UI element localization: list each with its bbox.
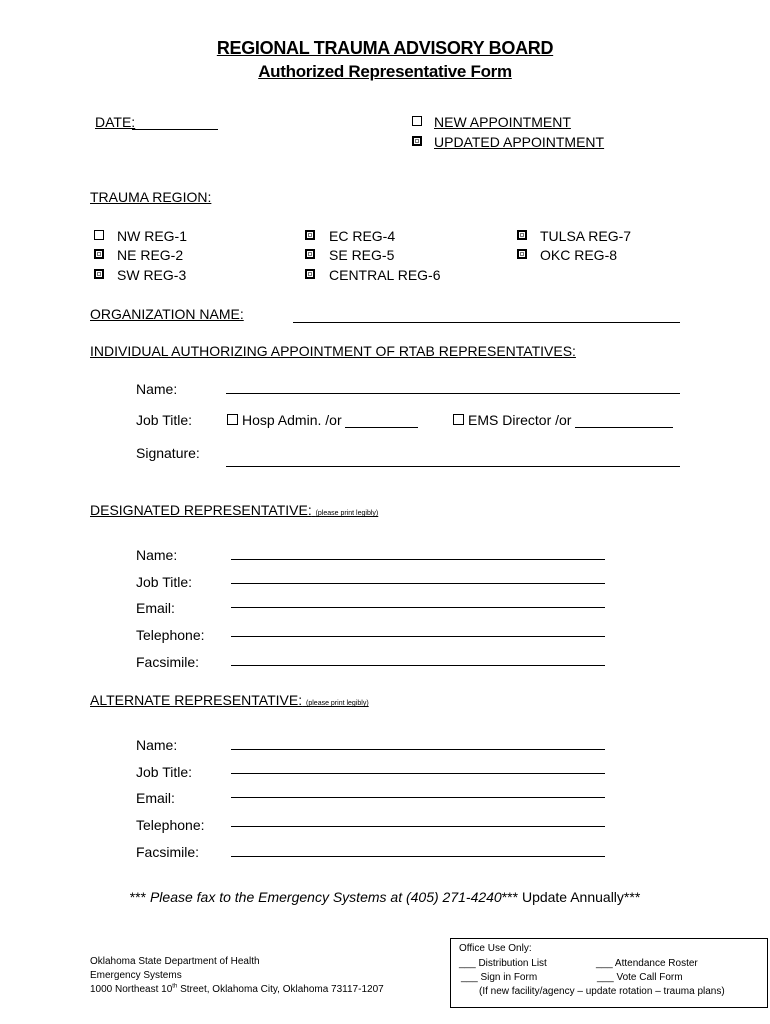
fax-instruction: [0, 889, 770, 905]
region-nw-label: NW REG-1: [117, 228, 187, 244]
office-attendance-roster: ___ Attendance Roster: [596, 958, 698, 969]
office-vote-call-form: ___ Vote Call Form: [597, 972, 683, 983]
designated-email-label: Email:: [136, 600, 175, 616]
alternate-job-title-field[interactable]: [231, 773, 605, 774]
region-tulsa-label: TULSA REG-7: [540, 228, 632, 244]
alternate-email-label: Email:: [136, 790, 175, 806]
ems-director-checkbox[interactable]: [453, 414, 464, 425]
region-central-checkbox[interactable]: [305, 269, 315, 279]
region-sw-checkbox[interactable]: [94, 269, 104, 279]
office-distribution-list: ___ Distribution List: [459, 958, 547, 969]
trauma-region-label: TRAUMA REGION:: [90, 189, 212, 205]
fax-stars: ***: [129, 889, 147, 905]
alternate-heading-text: ALTERNATE REPRESENTATIVE:: [90, 692, 303, 708]
designated-email-field[interactable]: [231, 607, 605, 608]
authorizing-heading: INDIVIDUAL AUTHORIZING APPOINTMENT OF RTAB REPRESENTATIVES:: [90, 343, 576, 359]
office-note: (If new facility/agency – update rotation – trauma plans): [479, 986, 725, 997]
region-ne-checkbox[interactable]: [94, 249, 104, 259]
footer-street: 1000 Northeast 10th Street, Oklahoma City, Oklahoma 73117-1207: [90, 983, 384, 995]
region-nw-checkbox[interactable]: [94, 230, 104, 240]
office-use-box: [450, 938, 768, 1008]
updated-appointment-checkbox[interactable]: [412, 136, 422, 146]
designated-job-title-label: Job Title:: [136, 574, 193, 590]
region-ec-checkbox[interactable]: [305, 230, 315, 240]
designated-heading: [90, 502, 378, 518]
designated-facsimile-field[interactable]: [231, 665, 605, 666]
alternate-note: (please print legibly): [306, 700, 369, 707]
alternate-job-title-label: Job Title:: [136, 764, 193, 780]
new-appointment-label: NEW APPOINTMENT: [434, 114, 571, 130]
region-ne-label: NE REG-2: [117, 247, 184, 263]
date-label: DATE:: [95, 114, 136, 130]
form-subtitle: Authorized Representative Form: [258, 62, 512, 81]
ems-director-label: EMS Director /or: [468, 412, 572, 428]
hosp-admin-other-field[interactable]: [345, 427, 418, 428]
authorizing-signature-label: Signature:: [136, 445, 200, 461]
organization-name-field[interactable]: [293, 322, 680, 323]
region-se-label: SE REG-5: [329, 247, 395, 263]
updated-appointment-label: UPDATED APPOINTMENT: [434, 134, 605, 150]
designated-telephone-label: Telephone:: [136, 627, 205, 643]
region-sw-label: SW REG-3: [117, 267, 187, 283]
alternate-email-field[interactable]: [231, 797, 605, 798]
date-field[interactable]: [132, 129, 218, 130]
ems-director-other-field[interactable]: [575, 427, 673, 428]
authorizing-job-title-label: Job Title:: [136, 412, 193, 428]
region-okc-label: OKC REG-8: [540, 247, 618, 263]
fax-number-text: Please fax to the Emergency Systems at (405) 271-4240: [149, 889, 502, 905]
alternate-facsimile-label: Facsimile:: [136, 844, 200, 860]
designated-telephone-field[interactable]: [231, 636, 605, 637]
authorizing-signature-field[interactable]: [226, 466, 680, 467]
fax-update-text: *** Update Annually***: [501, 889, 641, 905]
region-central-label: CENTRAL REG-6: [329, 267, 441, 283]
hosp-admin-label: Hosp Admin. /or: [242, 412, 342, 428]
authorizing-name-label: Name:: [136, 381, 178, 397]
footer-dept: Emergency Systems: [90, 970, 182, 981]
alternate-heading: [90, 692, 369, 708]
alternate-telephone-field[interactable]: [231, 826, 605, 827]
footer-org: Oklahoma State Department of Health: [90, 956, 260, 967]
form-title: REGIONAL TRAUMA ADVISORY BOARD: [216, 38, 554, 58]
organization-name-label: ORGANIZATION NAME:: [90, 306, 244, 322]
new-appointment-checkbox[interactable]: [412, 116, 422, 126]
office-sign-in-form: ___ Sign in Form: [461, 972, 538, 983]
authorizing-name-field[interactable]: [226, 393, 680, 394]
designated-name-label: Name:: [136, 547, 178, 563]
region-ec-label: EC REG-4: [329, 228, 396, 244]
alternate-facsimile-field[interactable]: [231, 856, 605, 857]
designated-name-field[interactable]: [231, 559, 605, 560]
alternate-name-field[interactable]: [231, 749, 605, 750]
office-use-heading: Office Use Only:: [459, 943, 532, 954]
alternate-name-label: Name:: [136, 737, 178, 753]
region-tulsa-checkbox[interactable]: [517, 230, 527, 240]
alternate-telephone-label: Telephone:: [136, 817, 205, 833]
footer-address: [90, 955, 384, 997]
designated-job-title-field[interactable]: [231, 583, 605, 584]
region-se-checkbox[interactable]: [305, 249, 315, 259]
designated-facsimile-label: Facsimile:: [136, 654, 200, 670]
hosp-admin-checkbox[interactable]: [227, 414, 238, 425]
region-okc-checkbox[interactable]: [517, 249, 527, 259]
designated-note: (please print legibly): [315, 510, 379, 517]
designated-heading-text: DESIGNATED REPRESENTATIVE:: [90, 502, 312, 518]
